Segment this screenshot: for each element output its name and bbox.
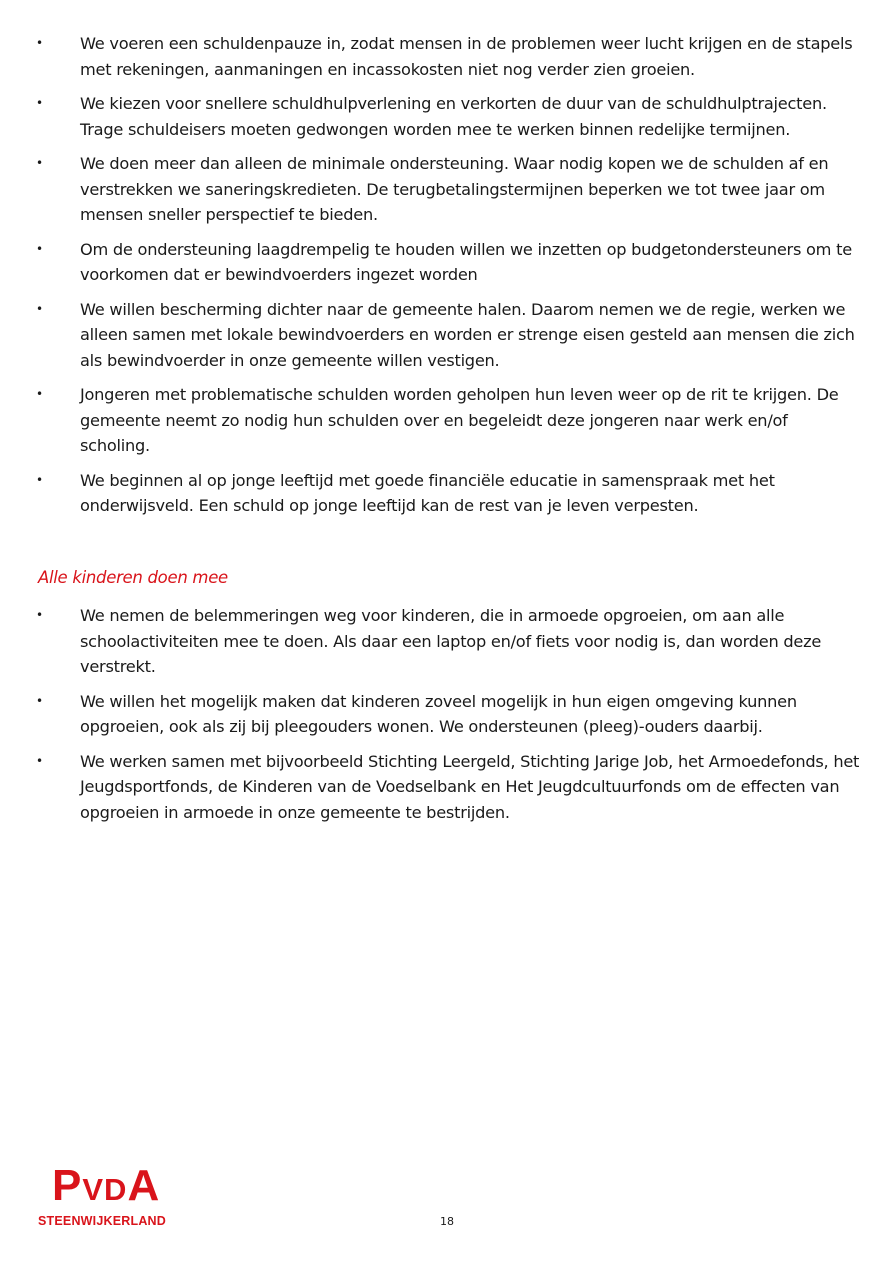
bullet: • — [36, 387, 43, 401]
bullet: • — [36, 36, 43, 50]
list-item-text: Jongeren met problematische schulden worden geholpen hun leven weer op de rit te krijgen. De gemeente neemt zo nodig hun schulden over en begeleidt deze jongeren naar werk en/of scholing. — [80, 385, 839, 455]
logo-letter: P — [52, 1161, 83, 1210]
list-item-text: We werken samen met bijvoorbeeld Stichting Leergeld, Stichting Jarige Job, het Armoedefonds, het Jeugdsportfonds, de Kinderen van de Voedselbank en Het Jeugdcultuurfonds om de effecten van opgroeien in armoede in onze gemeente te bestrijden. — [80, 751, 860, 822]
list-item-text: We nemen de belemmeringen weg voor kinderen, die in armoede opgroeien, om aan alle schoolactiviteiten mee te doen. Als daar een laptop en/of fiets voor nodig is, dan worden deze verstrekt. — [80, 606, 822, 676]
list-item — [0, 382, 892, 459]
list-item — [0, 297, 892, 374]
bullet: • — [36, 241, 43, 256]
logo-letter: A — [127, 1161, 161, 1210]
list-item — [0, 91, 892, 142]
children-measures-list — [0, 603, 892, 834]
pvda-logo — [38, 1161, 198, 1234]
list-item — [0, 749, 892, 826]
list-item — [0, 237, 892, 288]
bullet: • — [36, 693, 43, 708]
list-item-text: We kiezen voor snellere schuldhulpverlening en verkorten de duur van de schuldhulptrajecten. Trage schuldeisers moeten gedwongen worden mee te werken binnen redelijke termijnen. — [80, 94, 827, 139]
list-item — [0, 31, 892, 82]
section-heading: Alle kinderen doen mee — [38, 568, 228, 587]
bullet: • — [36, 156, 43, 170]
list-item — [0, 468, 892, 519]
debt-measures-list — [0, 31, 892, 528]
list-item-text: We willen het mogelijk maken dat kinderen zoveel mogelijk in hun eigen omgeving kunnen opgroeien, ook als zij bij pleegouders wonen. We ondersteunen (pleeg)-ouders daarbij. — [80, 691, 797, 736]
list-item-text: We voeren een schuldenpauze in, zodat mensen in de problemen weer lucht krijgen en de stapels met rekeningen, aanmaningen en incassokosten niet nog verder zien groeien. — [80, 34, 853, 79]
logo-wordmark — [52, 1161, 161, 1212]
list-item — [0, 689, 892, 740]
logo-subtitle: STEENWIJKERLAND — [38, 1214, 167, 1228]
bullet: • — [36, 753, 43, 768]
list-item — [0, 603, 892, 680]
bullet: • — [36, 472, 43, 487]
list-item-text: We willen bescherming dichter naar de gemeente halen. Daarom nemen we de regie, werken we alleen samen met lokale bewindvoerders en worden er strenge eisen gesteld aan mensen die zich als bewindvoerder in onze gemeente willen vestigen. — [80, 299, 855, 370]
bullet: • — [36, 608, 43, 622]
list-item-text: We beginnen al op jonge leeftijd met goede financiële educatie in samenspraak met het onderwijsveld. Een schuld op jonge leeftijd kan de rest van je leven verpesten. — [80, 470, 775, 515]
bullet: • — [36, 96, 43, 110]
list-item — [0, 151, 892, 228]
page-number: 18 — [440, 1215, 454, 1228]
list-item-text: Om de ondersteuning laagdrempelig te houden willen we inzetten op budgetondersteuners om te voorkomen dat er bewindvoerders ingezet worden — [80, 239, 852, 284]
bullet: • — [36, 301, 43, 316]
logo-letter: V — [82, 1172, 105, 1207]
logo-letter: D — [104, 1172, 128, 1207]
list-item-text: We doen meer dan alleen de minimale ondersteuning. Waar nodig kopen we de schulden af en verstrekken we saneringskredieten. De terugbetalingstermijnen beperken we tot twee jaar om mensen sneller perspectief te bieden. — [80, 154, 829, 224]
